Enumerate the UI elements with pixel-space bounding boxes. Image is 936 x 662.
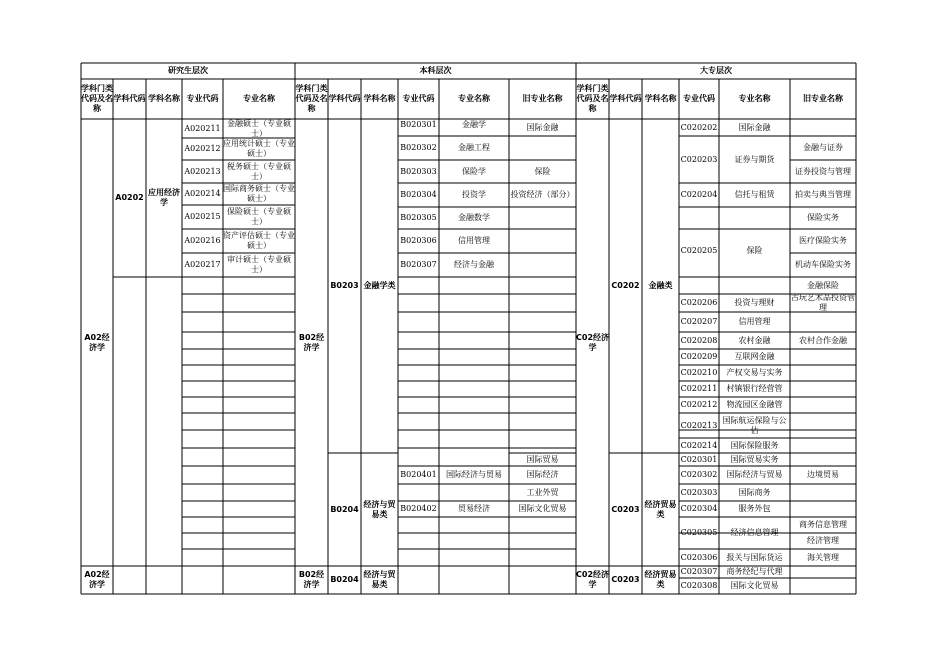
voc-major-name: 国际文化贸易 xyxy=(730,581,779,590)
ug-old-name: 国际经济 xyxy=(526,470,559,479)
ug-old-name: 国际金融 xyxy=(526,122,559,132)
voc-major-code: C020212 xyxy=(680,400,718,409)
voc-major-code: C020306 xyxy=(680,552,718,562)
voc-major-code: C020302 xyxy=(680,470,718,479)
voc-major-code: C020202 xyxy=(680,122,718,132)
voc-old-name: 经济管理 xyxy=(807,536,839,545)
grad-footer-category: A02经济学 xyxy=(84,570,110,589)
voc-old-name: 医疗保险实务 xyxy=(799,236,847,245)
voc-major-code: C020213 xyxy=(680,420,718,430)
ug-major-name: 保险学 xyxy=(462,166,486,176)
voc-major-code: C020211 xyxy=(680,384,718,393)
ug-major-name: 经济与金融 xyxy=(454,260,494,269)
voc-major-name: 互联网金融 xyxy=(734,352,775,361)
voc-major-code: C020304 xyxy=(680,504,718,513)
voc-major-name: 国际航运保险与公估 xyxy=(722,415,787,435)
voc-major-code: C020305 xyxy=(680,528,718,537)
voc-major-name: 国际贸易实务 xyxy=(730,454,779,464)
grad-major-name: 应用统计硕士（专业硕士） xyxy=(223,139,295,158)
voc-major-name: 国际金融 xyxy=(738,122,771,132)
voc-major-name: 信用管理 xyxy=(738,317,771,326)
ug-major-code: B020401 xyxy=(400,470,437,479)
ug-old-name: 投资经济（部分） xyxy=(510,190,575,199)
voc-major-name: 证券与期货 xyxy=(734,154,775,164)
ug-major-code: B020301 xyxy=(400,119,437,129)
ug-old-name: 国际贸易 xyxy=(526,454,559,464)
ug-major-name: 金融工程 xyxy=(458,143,490,152)
voc-major-name: 物流园区金融管 xyxy=(726,400,783,409)
voc-category: C02经济学 xyxy=(576,332,609,352)
ug-major-name: 金融学 xyxy=(462,119,486,129)
grad-major-code: A020217 xyxy=(184,260,221,269)
voc-footer-subject-code: C0203 xyxy=(611,575,640,584)
voc-major-code: C020207 xyxy=(680,317,718,326)
grad-header-subject-name: 学科名称 xyxy=(148,94,180,103)
voc-old-name: 边境贸易 xyxy=(807,470,839,479)
grad-category: A02经济学 xyxy=(84,332,110,352)
ug-major-name: 投资学 xyxy=(462,190,486,199)
voc-major-name: 服务外包 xyxy=(738,504,771,513)
ug-header-subject-code: 学科代码 xyxy=(328,94,361,103)
grad-major-name: 保险硕士（专业硕士） xyxy=(227,207,291,226)
voc-major-code: C020203 xyxy=(680,154,718,164)
voc-major-code: C020206 xyxy=(680,298,718,307)
voc-subject-code: C0202 xyxy=(611,281,640,290)
ug-header-category: 学科门类代码及名称 xyxy=(295,84,328,113)
voc-footer-category: C02经济学 xyxy=(576,570,609,589)
grad-major-name: 资产评估硕士（专业硕士） xyxy=(223,231,295,250)
grad-header-category: 学科门类代码及名称 xyxy=(81,84,113,113)
voc-old-name: 金融保险 xyxy=(807,280,839,290)
ug-subject-name: 经济与贸易类 xyxy=(363,499,396,519)
voc-old-name: 拍卖与典当管理 xyxy=(795,190,851,199)
voc-major-name: 信托与租赁 xyxy=(734,190,775,199)
ug-header-subject-name: 学科名称 xyxy=(363,94,396,103)
voc-major-code: C020205 xyxy=(680,245,718,255)
ug-major-code: B020304 xyxy=(400,190,437,199)
ug-major-code: B020402 xyxy=(400,504,437,513)
voc-old-name: 古玩艺术品投资管理 xyxy=(791,294,855,312)
ug-header-major-code: 专业代码 xyxy=(402,94,435,103)
voc-old-name: 商务信息管理 xyxy=(799,520,847,529)
grad-major-code: A020211 xyxy=(184,123,221,133)
voc-major-name: 经济信息管理 xyxy=(730,528,779,537)
voc-old-name: 金融与证券 xyxy=(803,143,843,152)
grad-subject-code: A0202 xyxy=(115,193,144,202)
voc-old-name: 海关管理 xyxy=(807,552,839,562)
ug-major-code: B020303 xyxy=(400,166,437,176)
voc-header-major-code: 专业代码 xyxy=(683,94,715,103)
ug-header-old-name: 旧专业名称 xyxy=(522,94,563,103)
ug-major-name: 贸易经济 xyxy=(458,504,490,513)
voc-header-subject-name: 学科名称 xyxy=(644,94,677,103)
grad-major-code: A020212 xyxy=(184,144,221,153)
voc-major-name: 产权交易与实务 xyxy=(726,368,783,377)
ug-subject-name: 金融学类 xyxy=(363,281,396,290)
grad-subject-name: 应用经济学 xyxy=(148,188,180,207)
ug-major-code: B020306 xyxy=(400,236,437,245)
voc-subject-code: C0203 xyxy=(611,504,640,514)
voc-major-code: C020303 xyxy=(680,487,718,497)
voc-major-code: C020307 xyxy=(680,567,718,576)
ug-old-name: 工业外贸 xyxy=(526,487,559,497)
voc-header-old-name: 旧专业名称 xyxy=(803,94,843,103)
ug-major-name: 信用管理 xyxy=(458,236,490,245)
voc-major-name: 报关与国际货运 xyxy=(726,552,783,562)
grad-major-name: 金融硕士（专业硕士） xyxy=(227,119,291,138)
voc-header-major-name: 专业名称 xyxy=(738,94,771,103)
voc-major-code: C020210 xyxy=(680,368,718,377)
ug-major-code: B020302 xyxy=(400,143,437,152)
voc-major-code: C020209 xyxy=(680,352,718,361)
voc-major-name: 国际商务 xyxy=(738,487,771,497)
voc-major-name: 商务经纪与代理 xyxy=(726,567,783,576)
ug-subject-code: B0204 xyxy=(330,504,359,514)
grad-major-name: 国际商务硕士（专业硕士） xyxy=(223,184,295,203)
grad-major-code: A020214 xyxy=(184,189,221,198)
section-undergraduate-title: 本科层次 xyxy=(419,66,452,75)
grad-major-code: A020213 xyxy=(184,166,221,176)
ug-category: B02经济学 xyxy=(298,332,325,352)
voc-major-name: 国际经济与贸易 xyxy=(726,470,783,479)
ug-major-name: 金融数学 xyxy=(458,213,490,222)
voc-major-code: C020208 xyxy=(680,335,718,345)
ug-old-name: 保险 xyxy=(534,166,551,176)
voc-old-name: 保险实务 xyxy=(807,213,839,222)
ug-major-code: B020307 xyxy=(400,260,437,269)
grad-major-code: A020216 xyxy=(184,236,221,245)
grad-major-code: A020215 xyxy=(184,212,221,221)
voc-header-category: 学科门类代码及名称 xyxy=(576,84,609,113)
voc-header-subject-code: 学科代码 xyxy=(609,94,642,103)
voc-footer-subject-name: 经济贸易类 xyxy=(644,570,677,589)
voc-major-name: 保险 xyxy=(746,245,763,255)
voc-subject-name: 金融类 xyxy=(648,281,673,290)
voc-major-name: 国际保险服务 xyxy=(730,440,779,450)
section-graduate-title: 研究生层次 xyxy=(168,66,208,75)
ug-old-name: 国际文化贸易 xyxy=(518,504,567,513)
ug-subject-code: B0203 xyxy=(330,281,359,290)
section-vocational-title: 大专层次 xyxy=(700,66,732,75)
ug-footer-subject-code: B0204 xyxy=(330,575,359,584)
grad-header-major-name: 专业名称 xyxy=(243,94,275,103)
voc-major-name: 农村金融 xyxy=(738,335,771,345)
grad-major-name: 审计硕士（专业硕士） xyxy=(227,255,291,274)
voc-major-code: C020214 xyxy=(680,440,718,450)
grad-header-subject-code: 学科代码 xyxy=(113,94,146,103)
grad-header-major-code: 专业代码 xyxy=(186,94,219,103)
voc-old-name: 证券投资与管理 xyxy=(795,166,851,176)
ug-major-name: 国际经济与贸易 xyxy=(446,470,502,479)
voc-major-code: C020204 xyxy=(680,190,718,199)
ug-footer-subject-name: 经济与贸易类 xyxy=(363,570,396,589)
voc-major-code: C020308 xyxy=(680,581,718,590)
grad-major-name: 税务硕士（专业硕士） xyxy=(227,161,291,181)
ug-footer-category: B02经济学 xyxy=(298,570,325,589)
voc-major-name: 村镇银行经营管 xyxy=(726,384,783,393)
voc-major-name: 投资与理财 xyxy=(734,298,775,307)
ug-major-code: B020305 xyxy=(400,213,437,222)
voc-old-name: 机动车保险实务 xyxy=(795,260,851,269)
voc-major-code: C020301 xyxy=(680,454,718,464)
voc-old-name: 农村合作金融 xyxy=(799,335,847,345)
voc-subject-name: 经济贸易类 xyxy=(644,499,677,519)
ug-header-major-name: 专业名称 xyxy=(458,94,490,103)
